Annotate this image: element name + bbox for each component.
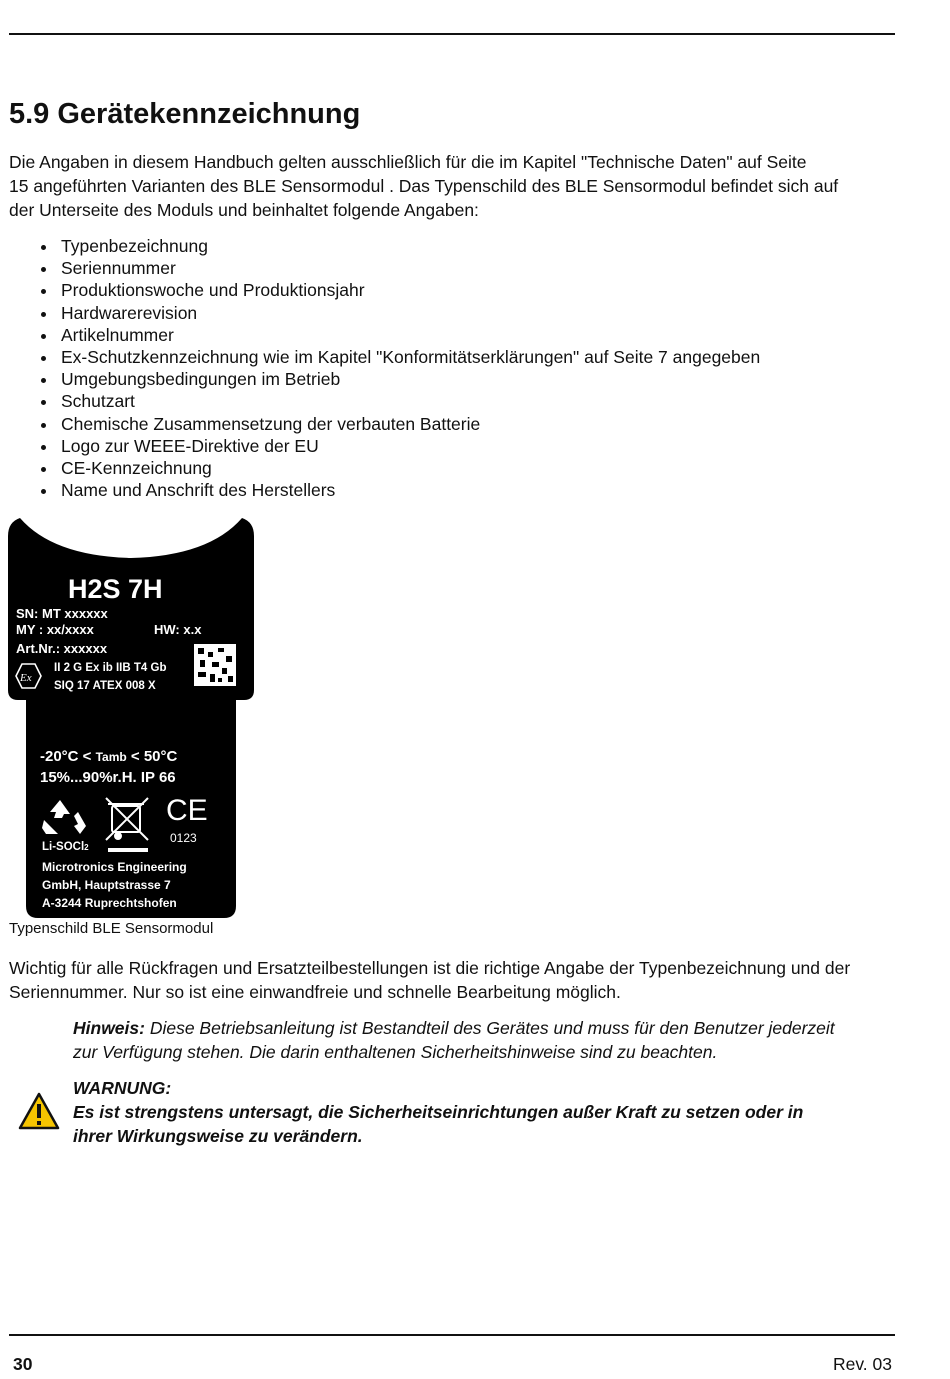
list-item: Typenbezeichnung — [9, 235, 760, 257]
plate-ex-marking: II 2 G Ex ib IIB T4 Gb — [54, 662, 167, 674]
list-item: Hardwarerevision — [9, 302, 760, 324]
list-item: Ex-Schutzkennzeichnung wie im Kapitel "Konformitätserklärungen" auf Seite 7 angegeben — [9, 346, 760, 368]
ce-mark-icon: CE — [166, 794, 208, 827]
list-item: Logo zur WEEE-Direktive der EU — [9, 435, 760, 457]
list-item: Chemische Zusammensetzung der verbauten Batterie — [9, 413, 760, 435]
list-item: CE-Kennzeichnung — [9, 457, 760, 479]
warning-title: WARNUNG: — [73, 1078, 172, 1098]
list-item: Umgebungsbedingungen im Betrieb — [9, 368, 760, 390]
intro-line: 15 angeführten Varianten des BLE Sensormodul . Das Typenschild des BLE Sensormodul befindet sich auf — [9, 176, 839, 196]
plate-manufacturer-name: Microtronics Engineering — [42, 860, 187, 874]
list-item: Seriennummer — [9, 257, 760, 279]
important-line: Wichtig für alle Rückfragen und Ersatzteilbestellungen ist die richtige Angabe der Typenbezeichnung und der — [9, 958, 851, 978]
plate-manufacturer-city: A-3244 Ruprechtshofen — [42, 896, 177, 910]
figure-caption: Typenschild BLE Sensormodul — [9, 920, 214, 937]
note-line: Diese Betriebsanleitung ist Bestandteil des Gerätes und muss für den Benutzer jederzeit — [144, 1018, 835, 1038]
section-title: 5.9 Gerätekennzeichnung — [9, 98, 361, 130]
ex-symbol-text: Ex — [20, 672, 32, 684]
revision-label: Rev. 03 — [832, 1354, 892, 1374]
ce-notified-body: 0123 — [170, 831, 197, 845]
plate-temp-high: < 50°C — [126, 748, 178, 765]
plate-production-date: MY : xx/xxxx — [16, 622, 94, 637]
note-box — [73, 1016, 893, 1064]
intro-line: der Unterseite des Moduls und beinhaltet folgende Angaben: — [9, 200, 479, 220]
plate-humidity-ip: 15%...90%r.H. IP 66 — [40, 769, 176, 786]
plate-temp-low: -20°C < — [40, 748, 96, 765]
plate-battery-text: Li-SOCl — [42, 841, 85, 853]
page-number: 30 — [13, 1354, 33, 1374]
list-item: Produktionswoche und Produktionsjahr — [9, 279, 760, 301]
footer-rule — [9, 1334, 895, 1336]
intro-paragraph — [9, 150, 899, 222]
important-line: Seriennummer. Nur so ist eine einwandfreie und schnelle Bearbeitung möglich. — [9, 982, 621, 1002]
plate-temp-tamb: Tamb — [95, 750, 127, 764]
type-plate-image — [8, 518, 254, 918]
plate-battery-sub: 2 — [84, 843, 89, 852]
warning-line: ihrer Wirkungsweise zu verändern. — [73, 1126, 363, 1146]
warning-line: Es ist strengstens untersagt, die Sicherheitseinrichtungen außer Kraft zu setzen oder in — [73, 1102, 804, 1122]
plate-temperature — [40, 748, 178, 765]
plate-manufacturer-street: GmbH, Hauptstrasse 7 — [42, 878, 171, 892]
important-paragraph — [9, 956, 899, 1004]
plate-hardware: HW: x.x — [154, 622, 202, 637]
plate-serial: SN: MT xxxxxx — [16, 606, 108, 621]
intro-line: Die Angaben in diesem Handbuch gelten ausschließlich für die im Kapitel "Technische Daten" auf Seite — [9, 152, 807, 172]
plate-article-number: Art.Nr.: xxxxxx — [16, 641, 108, 656]
header-rule — [9, 33, 895, 35]
plate-type: H2S 7H — [68, 574, 163, 604]
note-label: Hinweis: — [73, 1018, 145, 1038]
label-contents-list — [9, 235, 760, 501]
list-item: Schutzart — [9, 390, 760, 412]
plate-battery-chemistry — [42, 841, 89, 853]
warning-box — [73, 1076, 893, 1148]
plate-ex-certificate: SIQ 17 ATEX 008 X — [54, 680, 156, 692]
list-item: Artikelnummer — [9, 324, 760, 346]
datamatrix-code-icon — [190, 644, 236, 690]
list-item: Name und Anschrift des Herstellers — [9, 479, 760, 501]
note-line: zur Verfügung stehen. Die darin enthaltenen Sicherheitshinweise sind zu beachten. — [73, 1042, 718, 1062]
warning-triangle-icon — [18, 1092, 60, 1130]
